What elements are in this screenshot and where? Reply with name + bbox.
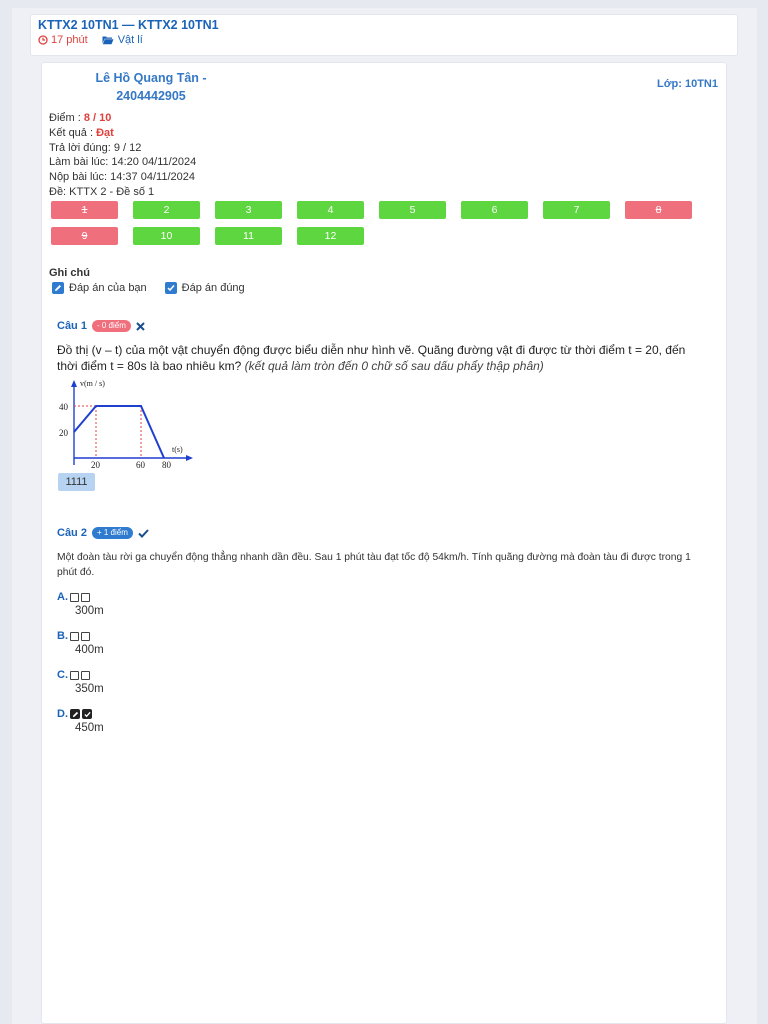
option-d-letter: D. [57, 708, 68, 720]
y-tick-40: 40 [59, 402, 68, 412]
class-label: Lớp: 10TN1 [657, 78, 718, 90]
result-value: Đạt [96, 126, 114, 139]
subject-text: Vật lí [117, 34, 143, 46]
correct-check-icon [138, 529, 149, 538]
exam-meta [38, 34, 143, 46]
check-square-icon [165, 282, 177, 294]
option-c-marker [57, 669, 90, 681]
y-tick-20: 20 [59, 428, 68, 438]
q2-header [57, 527, 149, 539]
empty-box-icon [70, 671, 79, 680]
empty-box-icon [81, 632, 90, 641]
notes-legend [52, 282, 245, 294]
question-nav-1[interactable]: 1 [51, 201, 118, 219]
option-a-marker [57, 591, 90, 603]
student-name: Lê Hồ Quang Tân - 2404442905 [95, 71, 207, 103]
wrong-x-icon [136, 322, 145, 331]
q1-answer-box: 1111 [58, 473, 95, 491]
y-axis-label: v(m / s) [80, 379, 105, 388]
x-tick-20: 20 [91, 460, 100, 469]
result-label: Kết quả : [49, 126, 97, 139]
legend-your-answer-label: Đáp án của bạn [69, 282, 147, 294]
q2-option-c[interactable] [57, 669, 104, 695]
velocity-time-graph [54, 377, 194, 469]
x-axis-arrow-icon [186, 455, 193, 461]
question-nav-2[interactable]: 2 [133, 201, 200, 219]
question-nav-5[interactable]: 5 [379, 201, 446, 219]
q1-question: Đồ thị (v – t) của một vật chuyển động được biểu diễn như hình vẽ. Quãng đường vật đi được từ thời điểm t = 20, đến thời điểm t = 80s là bao nhiêu km? [57, 343, 686, 373]
question-nav-12[interactable]: 12 [297, 227, 364, 245]
empty-box-icon [81, 671, 90, 680]
pencil-icon [52, 282, 64, 294]
question-nav-3[interactable]: 3 [215, 201, 282, 219]
score-label: Điểm : [49, 112, 84, 124]
question-nav-6[interactable]: 6 [461, 201, 528, 219]
q2-score-badge: + 1 điểm [92, 527, 133, 539]
question-nav-10[interactable]: 10 [133, 227, 200, 245]
pencil-icon [70, 709, 80, 719]
y-axis-arrow-icon [71, 380, 77, 387]
legend-your-answer [52, 282, 147, 294]
option-c-letter: C. [57, 669, 68, 681]
q2-option-d[interactable] [57, 708, 104, 734]
question-nav-4[interactable]: 4 [297, 201, 364, 219]
x-tick-60: 60 [136, 460, 145, 469]
check-square-icon [82, 709, 92, 719]
option-d-marker [57, 708, 92, 720]
result-info [49, 111, 196, 200]
score-row [49, 111, 196, 126]
q1-score-badge: - 0 điểm [92, 320, 131, 332]
folder-open-icon [102, 35, 114, 45]
option-a-letter: A. [57, 591, 68, 603]
question-nav-11[interactable]: 11 [215, 227, 282, 245]
clock-icon [38, 35, 48, 45]
question-nav-8[interactable]: 8 [625, 201, 692, 219]
empty-box-icon [70, 632, 79, 641]
q2-option-a[interactable] [57, 591, 104, 617]
option-b-marker [57, 630, 90, 642]
q1-text [57, 342, 707, 374]
option-b-value: 400m [75, 644, 104, 656]
duration [38, 34, 88, 46]
duration-text: 17 phút [51, 34, 88, 46]
option-d-value: 450m [75, 722, 104, 734]
q1-label: Câu 1 [57, 320, 87, 332]
subject[interactable] [102, 34, 143, 46]
question-nav-7[interactable]: 7 [543, 201, 610, 219]
question-nav-9[interactable]: 9 [51, 227, 118, 245]
legend-correct-answer-label: Đáp án đúng [181, 282, 245, 294]
velocity-line [74, 406, 164, 458]
score-value: 8 / 10 [83, 112, 112, 124]
result-card [41, 62, 727, 1024]
submitted-time: Nộp bài lúc: 14:37 04/11/2024 [49, 171, 195, 184]
option-a-value: 300m [75, 605, 104, 617]
option-c-value: 350m [75, 683, 104, 695]
exam-name: Đề: KTTX 2 - Đề số 1 [49, 185, 155, 198]
notes-title: Ghi chú [49, 267, 90, 279]
x-tick-80: 80 [162, 460, 171, 469]
started-time: Làm bài lúc: 14:20 04/11/2024 [49, 156, 197, 169]
q1-header [57, 320, 145, 332]
exam-header [30, 14, 738, 56]
option-b-letter: B. [57, 630, 68, 642]
q2-label: Câu 2 [57, 527, 87, 539]
result-row [49, 126, 196, 141]
q2-option-b[interactable] [57, 630, 104, 656]
exam-title: KTTX2 10TN1 — KTTX2 10TN1 [38, 18, 219, 32]
correct-count: Trả lời đúng: 9 / 12 [49, 141, 142, 154]
q1-hint: (kết quả làm tròn đến 0 chữ số sau dấu phẩy thập phân) [244, 359, 544, 373]
legend-correct-answer [165, 282, 245, 294]
x-axis-label: t(s) [172, 445, 183, 454]
empty-box-icon [81, 593, 90, 602]
q2-text: Một đoàn tàu rời ga chuyển động thẳng nhanh dần đều. Sau 1 phút tàu đạt tốc độ 54km/h. Tính quãng đường mà đoàn tàu đi được trong 1 phút đó. [57, 552, 691, 578]
empty-box-icon [70, 593, 79, 602]
